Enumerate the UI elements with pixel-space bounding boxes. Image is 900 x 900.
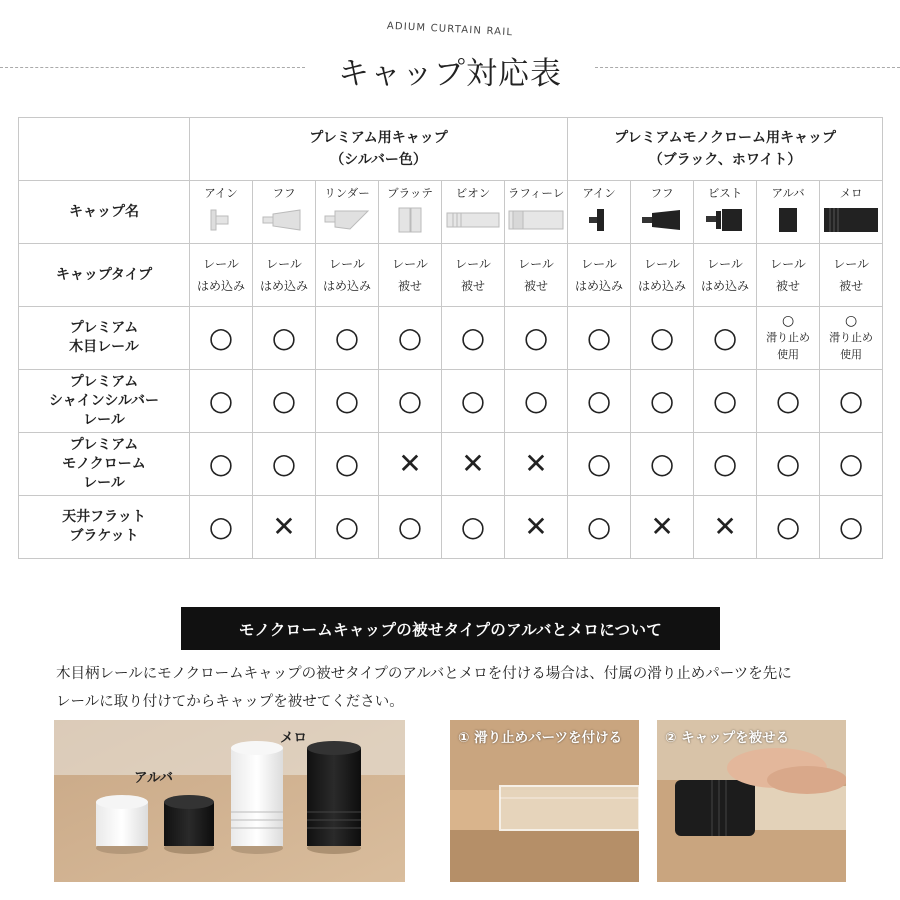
compatible-mark: ○ <box>334 321 360 354</box>
cap-name: アルバ <box>771 186 805 200</box>
row-label-shine-silver-rail: プレミアム シャインシルバー レール <box>19 370 190 433</box>
row-label-cap-name: キャップ名 <box>19 181 190 244</box>
photo-label-alba: アルバ <box>134 770 174 786</box>
description-line: 木目柄レールにモノクロームキャップの被せタイプのアルバとメロを付ける場合は、付属の滑り止めパーツを先に <box>56 666 792 682</box>
row-label-wood-rail: プレミアム 木目レール <box>19 307 190 370</box>
compatible-mark: ○ <box>586 321 612 354</box>
compat-cell <box>379 433 442 496</box>
compat-cell <box>820 307 883 370</box>
compat-cell <box>442 370 505 433</box>
group-mono-subtitle: （ブラック、ホワイト） <box>648 152 802 168</box>
compatible-mark: ○ <box>775 510 801 543</box>
photo-step2 <box>657 720 846 882</box>
compatible-mark: ○ <box>649 321 675 354</box>
compatible-mark: ○ <box>208 510 234 543</box>
compat-cell <box>442 433 505 496</box>
compat-cell <box>316 496 379 559</box>
anti-slip-note: 使用 <box>777 347 800 361</box>
title-row <box>0 48 900 92</box>
compat-cell <box>820 433 883 496</box>
cap-compatibility-table <box>18 117 883 559</box>
compat-cell <box>442 307 505 370</box>
incompatible-mark: ✕ <box>524 510 548 543</box>
compatible-mark: ○ <box>271 447 297 480</box>
anti-slip-note: 滑り止め <box>829 330 874 344</box>
cap-name: ビスト <box>707 186 743 200</box>
compat-cell <box>253 496 316 559</box>
compat-cell <box>379 307 442 370</box>
compatible-mark: ○ <box>208 384 234 417</box>
cap-linder-silver-icon <box>322 205 372 235</box>
cap-cell <box>694 181 757 244</box>
rail-row-ceiling-bracket <box>19 496 883 559</box>
compat-cell <box>568 496 631 559</box>
compat-cell <box>190 370 253 433</box>
compat-cell <box>568 370 631 433</box>
compatible-mark: ○ <box>271 384 297 417</box>
compat-cell <box>505 370 568 433</box>
incompatible-mark: ✕ <box>650 510 674 543</box>
compatible-mark: ○ <box>460 510 486 543</box>
cap-type-cell: レール はめ込み <box>190 244 253 307</box>
compat-cell <box>631 370 694 433</box>
compat-cell <box>379 496 442 559</box>
cap-type-cell: レール はめ込み <box>253 244 316 307</box>
title-divider-right <box>595 67 900 68</box>
compatible-mark: ○ <box>838 384 864 417</box>
cap-name: フフ <box>650 186 674 200</box>
corner-cell <box>19 118 190 181</box>
brand-label: ADIUM CURTAIN RAIL <box>386 20 514 39</box>
compat-cell <box>694 496 757 559</box>
cap-type-cell: レール 被せ <box>820 244 883 307</box>
rail-row-shine-silver <box>19 370 883 433</box>
cap-fufu-silver-icon <box>260 205 308 235</box>
compat-cell <box>253 370 316 433</box>
cap-rafire-silver-icon <box>507 205 565 235</box>
incompatible-mark: ✕ <box>524 447 548 480</box>
cap-ein-silver-icon <box>201 205 241 235</box>
compatible-mark: ○ <box>712 384 738 417</box>
cap-name: アイン <box>582 186 616 200</box>
row-label-monochrome-rail: プレミアム モノクローム レール <box>19 433 190 496</box>
compat-cell <box>820 370 883 433</box>
rail-row-monochrome <box>19 433 883 496</box>
cap-mero-black-icon <box>822 205 880 235</box>
photo-alba-mero <box>54 720 405 882</box>
compat-cell <box>568 307 631 370</box>
compat-cell <box>694 307 757 370</box>
compatible-mark: ○ <box>208 447 234 480</box>
compat-cell <box>631 307 694 370</box>
cap-cell <box>505 181 568 244</box>
group-premium-title: プレミアム用キャップ <box>309 130 448 146</box>
group-header-row <box>19 118 883 181</box>
compat-cell <box>694 370 757 433</box>
cap-name: フフ <box>272 186 296 200</box>
cap-type-cell: レール 被せ <box>379 244 442 307</box>
cap-cell <box>631 181 694 244</box>
compatible-mark: ○ <box>838 447 864 480</box>
cap-ein-black-icon <box>579 205 619 235</box>
compatible-mark: ○ <box>523 384 549 417</box>
cap-cell <box>190 181 253 244</box>
cap-name: ラフィーレ <box>507 186 565 200</box>
compatible-mark: ○ <box>397 384 423 417</box>
compatible-mark: ○ <box>775 447 801 480</box>
compatible-mark: ○ <box>649 447 675 480</box>
photo-caption-step1: ① 滑り止めパーツを付ける <box>458 730 623 746</box>
cap-name: アイン <box>204 186 238 200</box>
compatible-mark: ○ <box>712 447 738 480</box>
compatible-mark: ○ <box>586 384 612 417</box>
cap-name: ビオン <box>455 186 491 200</box>
compat-cell <box>190 496 253 559</box>
compat-cell <box>757 433 820 496</box>
cap-cell <box>820 181 883 244</box>
compatible-mark: ○ <box>844 312 858 329</box>
compat-cell <box>631 433 694 496</box>
compat-cell <box>253 307 316 370</box>
incompatible-mark: ✕ <box>272 510 296 543</box>
cap-cell <box>253 181 316 244</box>
cap-type-cell: レール 被せ <box>757 244 820 307</box>
cap-name-row <box>19 181 883 244</box>
alba-mero-caps-image <box>54 720 405 882</box>
compat-cell <box>505 307 568 370</box>
compatible-mark: ○ <box>271 321 297 354</box>
cap-alba-black-icon <box>768 205 808 235</box>
cap-name: ブラッテ <box>387 186 433 200</box>
group-mono-header <box>568 118 883 181</box>
compatible-mark: ○ <box>334 447 360 480</box>
compatible-mark: ○ <box>334 510 360 543</box>
compatible-mark: ○ <box>838 510 864 543</box>
compatible-mark: ○ <box>649 384 675 417</box>
description-line: レールに取り付けてからキャップを被せてください。 <box>56 694 404 710</box>
anti-slip-note: 滑り止め <box>766 330 811 344</box>
compatible-mark: ○ <box>397 321 423 354</box>
compatible-mark: ○ <box>334 384 360 417</box>
compat-cell <box>757 307 820 370</box>
cap-type-cell: レール はめ込み <box>694 244 757 307</box>
cap-type-cell: レール はめ込み <box>631 244 694 307</box>
cap-name: リンダー <box>324 186 370 200</box>
row-label-ceiling-bracket: 天井フラット ブラケット <box>19 496 190 559</box>
cap-type-cell: レール 被せ <box>442 244 505 307</box>
compat-cell <box>631 496 694 559</box>
cap-cell <box>757 181 820 244</box>
cap-type-cell: レール はめ込み <box>316 244 379 307</box>
incompatible-mark: ✕ <box>461 447 485 480</box>
cap-type-cell: レール はめ込み <box>568 244 631 307</box>
group-premium-subtitle: （シルバー色） <box>330 152 427 168</box>
cap-type-row <box>19 244 883 307</box>
photo-caption-step2: ② キャップを被せる <box>665 730 790 746</box>
compat-cell <box>757 370 820 433</box>
section-banner: モノクロームキャップの被せタイプのアルバとメロについて <box>181 607 720 650</box>
compat-cell <box>442 496 505 559</box>
cap-name: メロ <box>839 186 863 200</box>
compat-cell <box>757 496 820 559</box>
compat-cell <box>316 433 379 496</box>
group-premium-header <box>190 118 568 181</box>
cap-bion-silver-icon <box>445 205 501 235</box>
cap-fufu-black-icon <box>638 205 686 235</box>
compat-cell <box>379 370 442 433</box>
section-description <box>56 660 876 716</box>
cap-cell <box>442 181 505 244</box>
compatible-mark: ○ <box>781 312 795 329</box>
rail-row-wood <box>19 307 883 370</box>
cap-cell <box>568 181 631 244</box>
compatible-mark: ○ <box>586 447 612 480</box>
compat-cell <box>316 307 379 370</box>
compatible-mark: ○ <box>586 510 612 543</box>
compat-cell <box>316 370 379 433</box>
compat-cell <box>694 433 757 496</box>
compatible-mark: ○ <box>775 384 801 417</box>
cap-type-cell: レール 被せ <box>505 244 568 307</box>
cap-blatte-silver-icon <box>390 205 430 235</box>
anti-slip-note: 使用 <box>840 347 863 361</box>
cap-cell <box>316 181 379 244</box>
compat-cell <box>505 433 568 496</box>
compat-cell <box>190 307 253 370</box>
row-label-cap-type: キャップタイプ <box>19 244 190 307</box>
incompatible-mark: ✕ <box>398 447 422 480</box>
compat-cell <box>820 496 883 559</box>
compatible-mark: ○ <box>460 384 486 417</box>
compat-cell <box>505 496 568 559</box>
photo-label-mero: メロ <box>280 730 307 746</box>
compatible-mark: ○ <box>523 321 549 354</box>
cap-bist-black-icon <box>701 205 749 235</box>
cap-cell <box>379 181 442 244</box>
compat-cell <box>190 433 253 496</box>
photo-step1 <box>450 720 639 882</box>
compatible-mark: ○ <box>208 321 234 354</box>
title-divider-left <box>0 67 305 68</box>
compat-cell <box>568 433 631 496</box>
compatible-mark: ○ <box>397 510 423 543</box>
compatible-mark: ○ <box>460 321 486 354</box>
compatible-mark: ○ <box>712 321 738 354</box>
group-mono-title: プレミアムモノクローム用キャップ <box>614 130 837 146</box>
incompatible-mark: ✕ <box>713 510 737 543</box>
page-title: キャップ対応表 <box>338 56 562 92</box>
compat-cell <box>253 433 316 496</box>
